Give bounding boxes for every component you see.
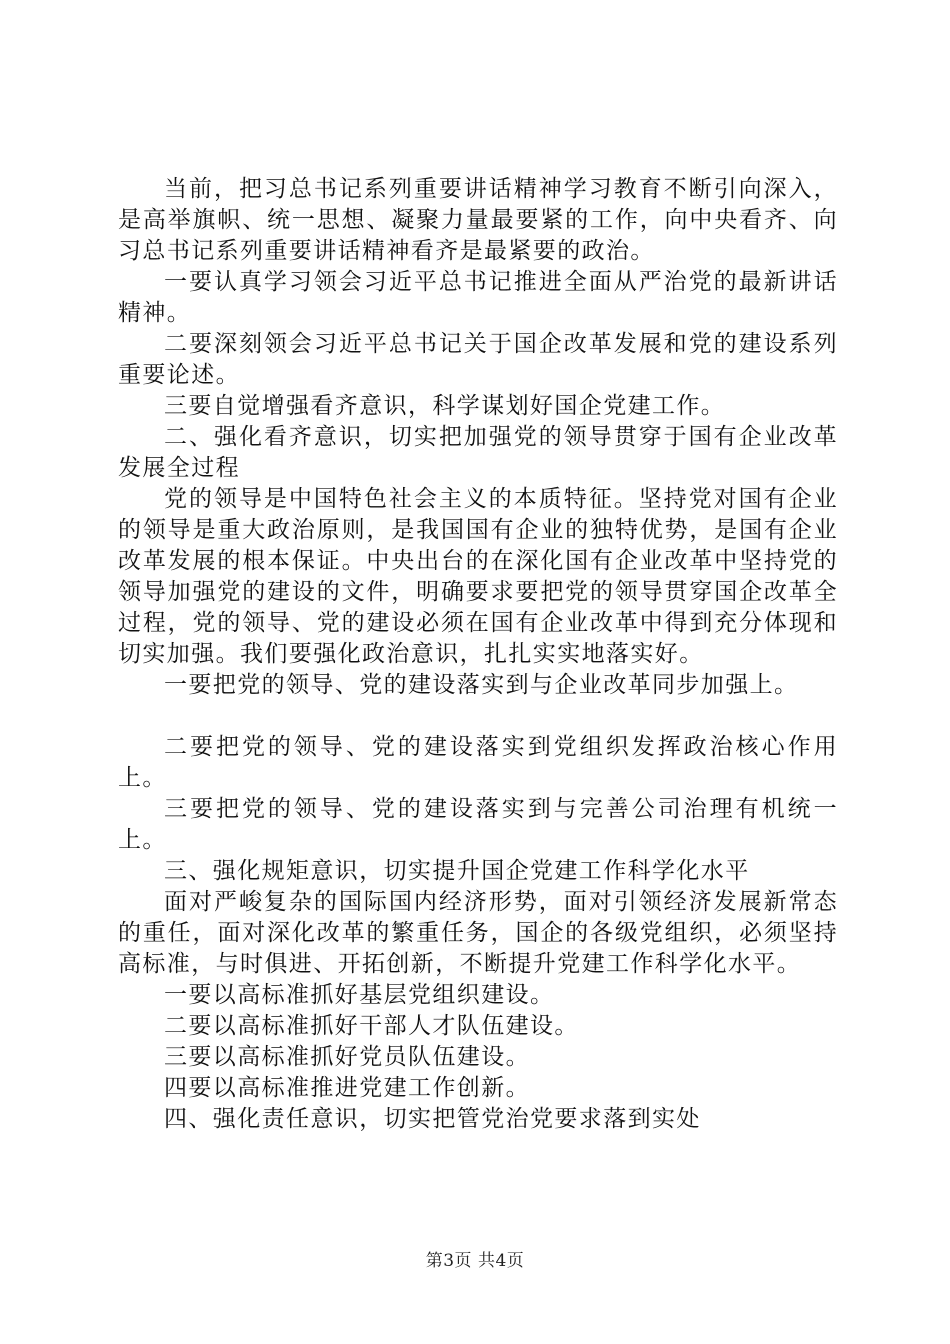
document-body xyxy=(118,174,838,1135)
section-heading-3: 三、强化规矩意识，切实提升国企党建工作科学化水平 xyxy=(164,858,750,884)
paragraph-intro: 当前，把习总书记系列重要讲话精神学习教育不断引向深入，是高举旗帜、统一思想、凝聚力量最要紧的工作，向中央看齐、向习总书记系列重要讲话精神看齐是最紧要的政治。 xyxy=(118,176,838,264)
section-heading-4: 四、强化责任意识，切实把管党治党要求落到实处 xyxy=(164,1106,701,1132)
paragraph-section-3-point-1: 一要以高标准抓好基层党组织建设。 xyxy=(164,982,555,1008)
blank-line xyxy=(118,701,838,732)
paragraph-section-2-point-1: 一要把党的领导、党的建设落实到与企业改革同步加强上。 xyxy=(164,672,799,698)
paragraph-point-1: 一要认真学习领会习近平总书记推进全面从严治党的最新讲话精神。 xyxy=(118,269,838,326)
paragraph-point-3: 三要自觉增强看齐意识，科学谋划好国企党建工作。 xyxy=(164,393,726,419)
section-heading-2: 二、强化看齐意识，切实把加强党的领导贯穿于国有企业改革发展全过程 xyxy=(118,424,838,481)
paragraph-section-3-point-3: 三要以高标准抓好党员队伍建设。 xyxy=(164,1044,530,1070)
paragraph-section-2-point-2: 二要把党的领导、党的建设落实到党组织发挥政治核心作用上。 xyxy=(118,734,838,791)
page-number-footer: 第3页 共4页 xyxy=(425,1251,525,1271)
paragraph-point-2: 二要深刻领会习近平总书记关于国企改革发展和党的建设系列重要论述。 xyxy=(118,331,838,388)
paragraph-section-3-point-4: 四要以高标准推进党建工作创新。 xyxy=(164,1075,530,1101)
paragraph-section-3-point-2: 二要以高标准抓好干部人才队伍建设。 xyxy=(164,1013,579,1039)
paragraph-section-2-body: 党的领导是中国特色社会主义的本质特征。坚持党对国有企业的领导是重大政治原则，是我国国有企业的独特优势，是国有企业改革发展的根本保证。中央出台的在深化国有企业改革中坚持党的领导加强党的建设的文件，明确要求要把党的领导贯穿国企改革全过程，党的领导、党的建设必须在国有企业改革中得到充分体现和切实加强。我们要强化政治意识，扎扎实实地落实好。 xyxy=(118,486,838,667)
paragraph-section-3-body: 面对严峻复杂的国际国内经济形势，面对引领经济发展新常态的重任，面对深化改革的繁重任务，国企的各级党组织，必须坚持高标准，与时俱进、开拓创新，不断提升党建工作科学化水平。 xyxy=(118,889,838,977)
paragraph-section-2-point-3: 三要把党的领导、党的建设落实到与完善公司治理有机统一上。 xyxy=(118,796,838,853)
